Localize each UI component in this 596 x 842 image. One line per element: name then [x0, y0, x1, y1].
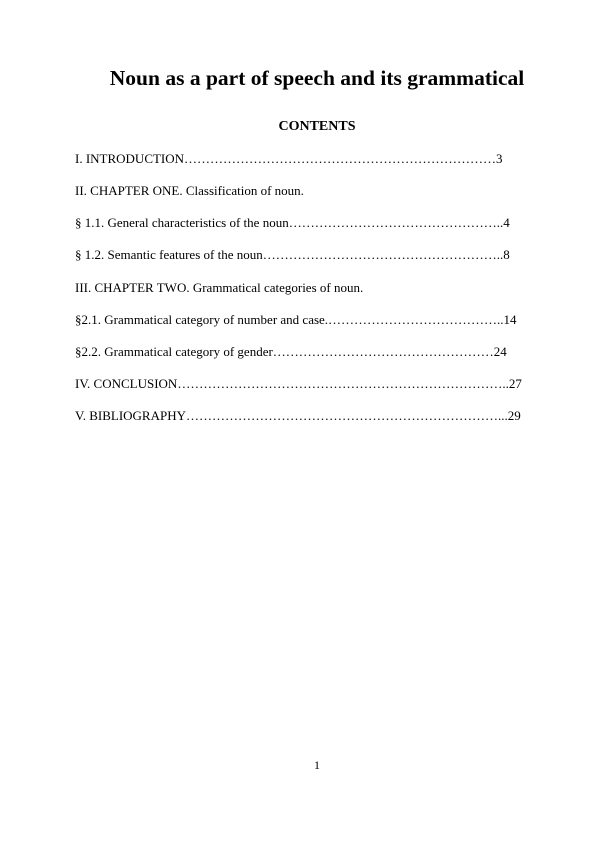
toc-entry-chapter-one: II. CHAPTER ONE. Classification of noun. [75, 183, 304, 198]
toc-entry-section-2-2: §2.2. Grammatical category of gender……………………………………………24 [75, 344, 507, 359]
document-title: Noun as a part of speech and its grammatical [109, 66, 525, 90]
toc-entry-bibliography: V. BIBLIOGRAPHY………………………………………………………………...29 [75, 408, 521, 423]
toc-entry-section-1-1: § 1.1. General characteristics of the noun…………………………………………..4 [75, 215, 510, 230]
contents-heading: CONTENTS [278, 119, 356, 134]
toc-entry-section-1-2: § 1.2. Semantic features of the noun………………………………………………..8 [75, 247, 510, 262]
page-number: 1 [314, 758, 320, 772]
toc-entry-introduction: I. INTRODUCTION………………………………………………………………3 [75, 151, 503, 166]
toc-entry-conclusion: IV. CONCLUSION…………………………………………………………………..27 [75, 376, 522, 391]
toc-entry-section-2-1: §2.1. Grammatical category of number and case.…………………………………..14 [75, 312, 517, 327]
toc-entry-chapter-two: III. CHAPTER TWO. Grammatical categories of noun. [75, 280, 364, 295]
